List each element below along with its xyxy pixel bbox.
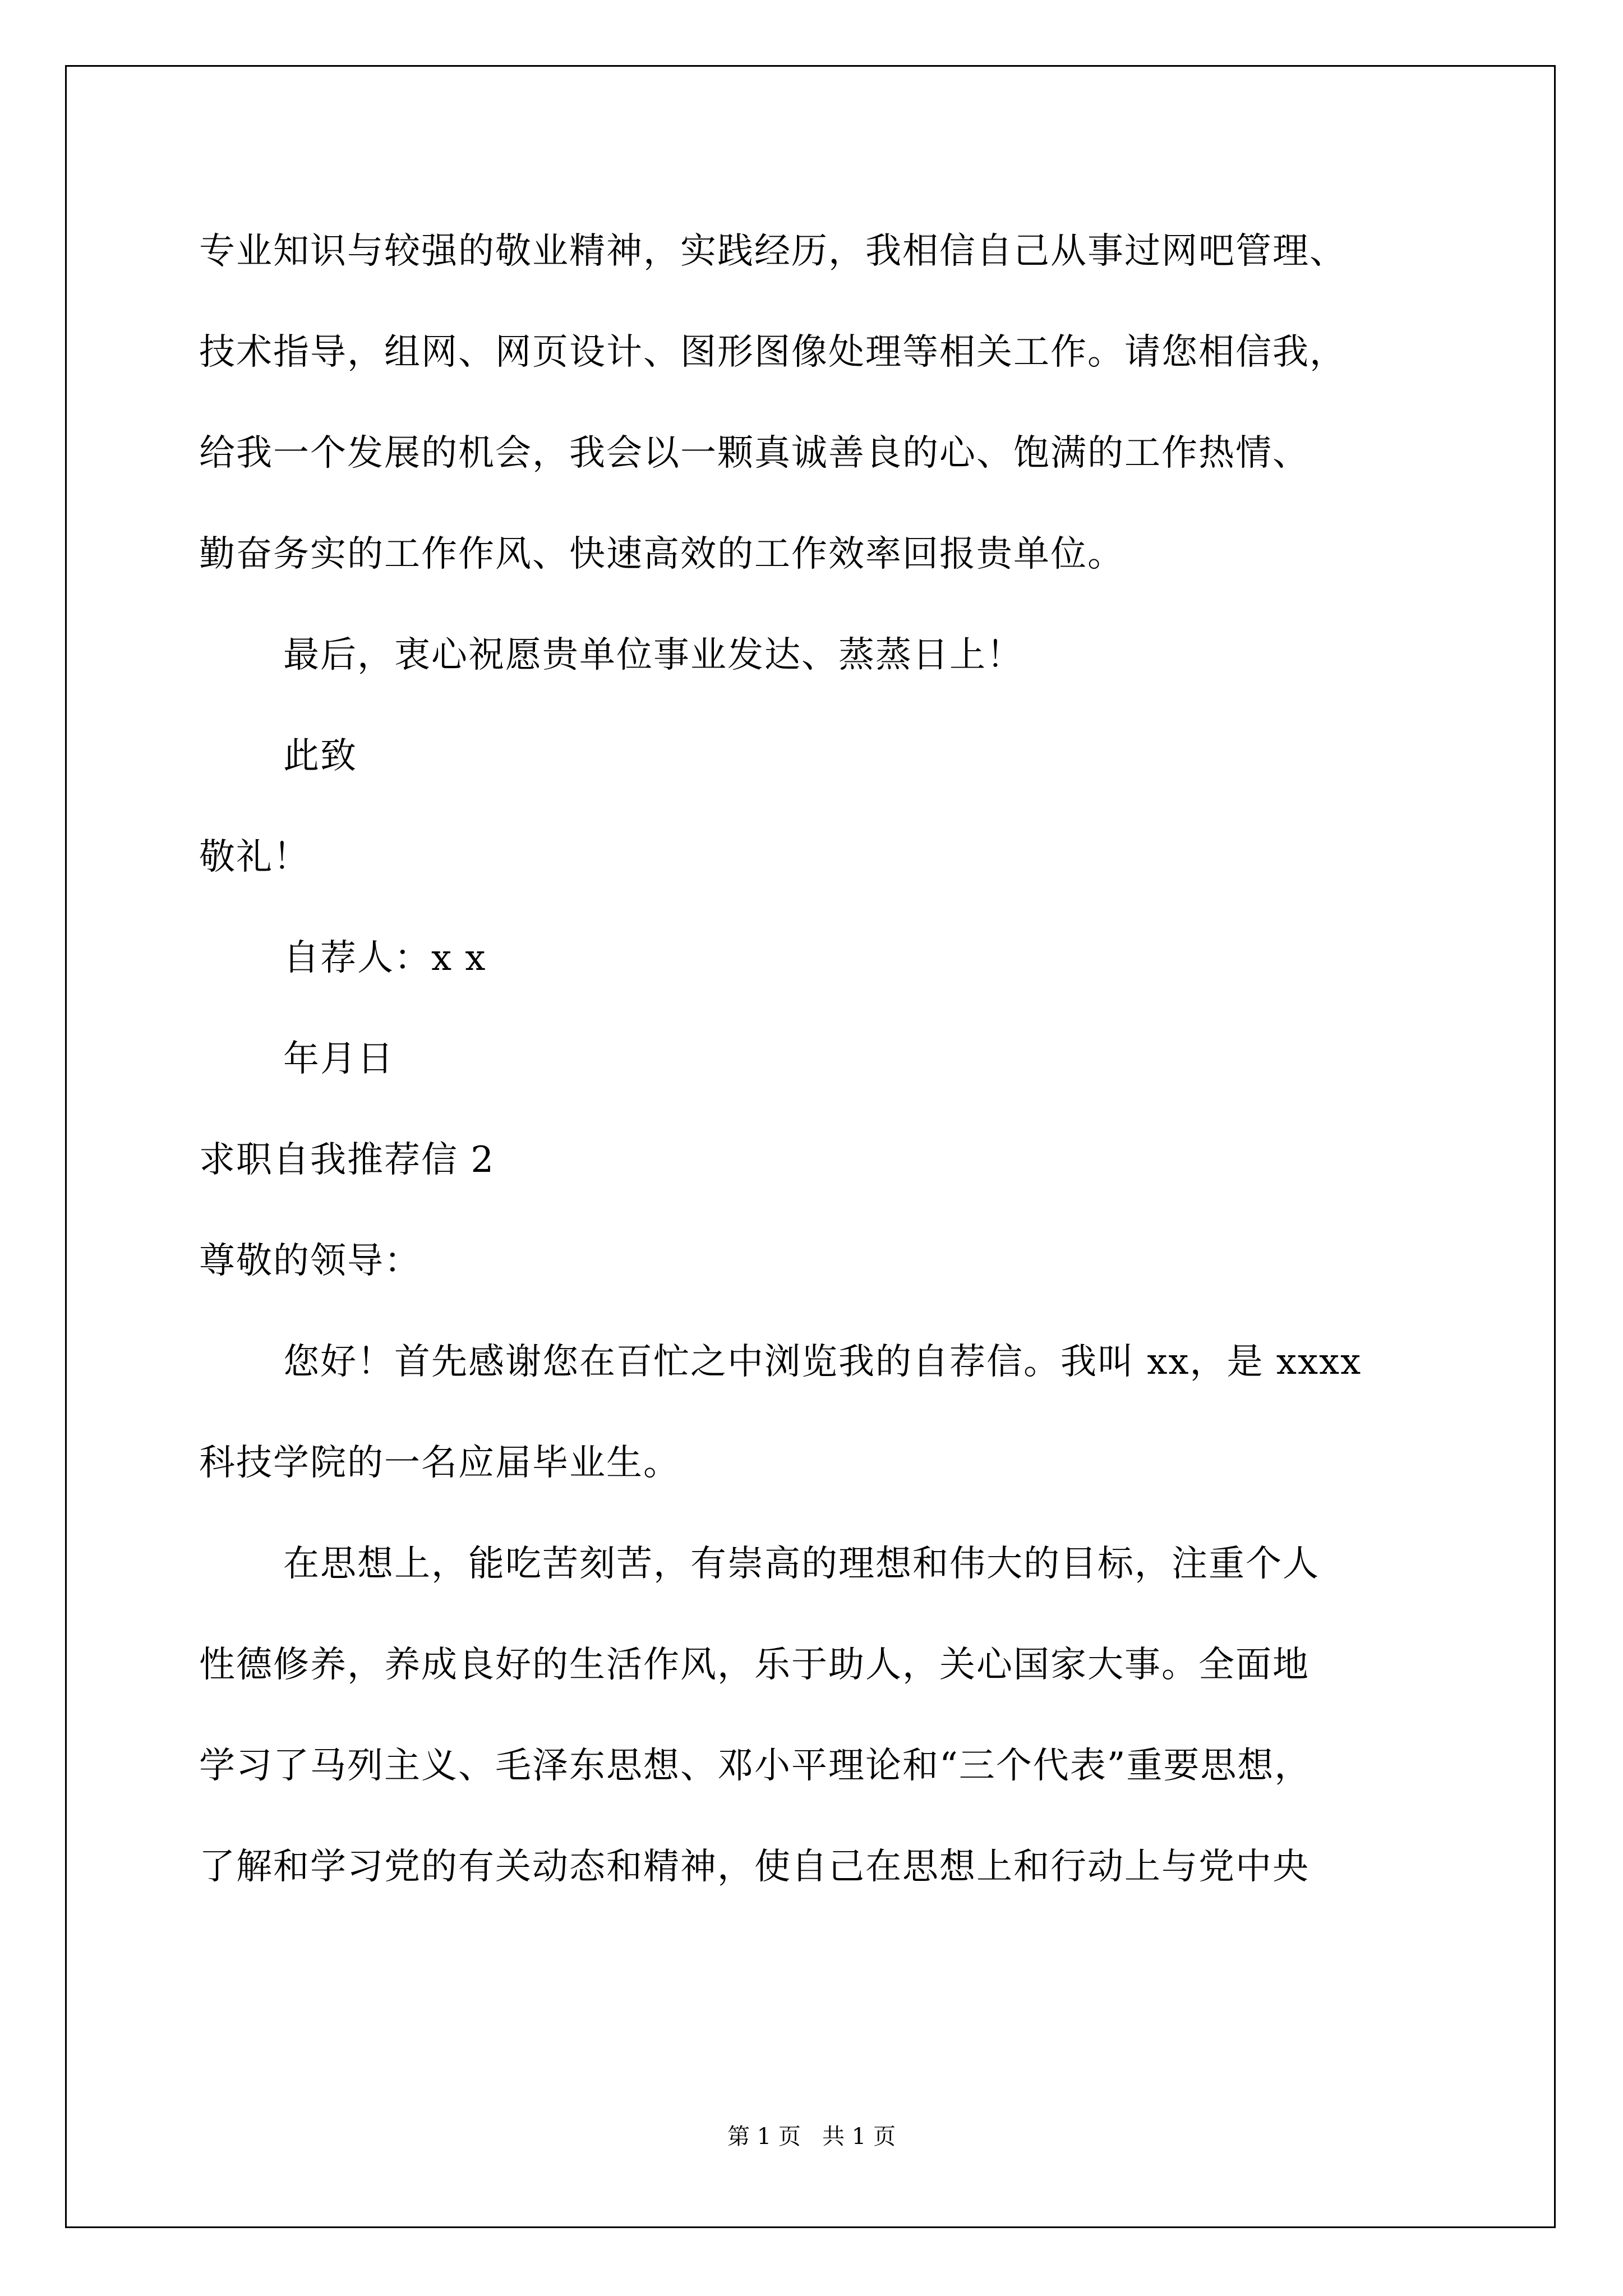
- section-title: 求职自我推荐信 2: [199, 1139, 495, 1181]
- body-line-4: 勤奋务实的工作作风、快速高效的工作效率回报贵单位。: [199, 533, 1124, 575]
- signature-name: 自荐人：x x: [283, 937, 487, 979]
- closing-salutation: 此致: [283, 735, 357, 777]
- body-line-thought-4: 了解和学习党的有关动态和精神，使自己在思想上和行动上与党中央: [199, 1846, 1310, 1888]
- body-line-3: 给我一个发展的机会，我会以一颗真诚善良的心、饱满的工作热情、: [199, 432, 1310, 474]
- signature-date: 年月日: [283, 1038, 394, 1080]
- body-line-2: 技术指导，组网、网页设计、图形图像处理等相关工作。请您相信我，: [199, 332, 1347, 373]
- page-footer: 第 1 页 共 1 页: [727, 2124, 896, 2150]
- body-line-thought-3: 学习了马列主义、毛泽东思想、邓小平理论和“三个代表”重要思想，: [199, 1745, 1312, 1787]
- body-line-intro-2: 科技学院的一名应届毕业生。: [199, 1442, 680, 1484]
- closing-wish: 最后，衷心祝愿贵单位事业发达、蒸蒸日上！: [283, 634, 1023, 676]
- body-line-intro-1: 您好！首先感谢您在百忙之中浏览我的自荐信。我叫 xx，是 xxxx: [283, 1341, 1362, 1383]
- body-line-thought-2: 性德修养，养成良好的生活作风，乐于助人，关心国家大事。全面地: [199, 1644, 1310, 1686]
- closing-regards: 敬礼！: [199, 836, 310, 878]
- body-line-1: 专业知识与较强的敬业精神，实践经历，我相信自己从事过网吧管理、: [199, 231, 1347, 272]
- greeting: 尊敬的领导：: [199, 1240, 421, 1282]
- body-line-thought-1: 在思想上，能吃苦刻苦，有崇高的理想和伟大的目标，注重个人: [283, 1543, 1320, 1585]
